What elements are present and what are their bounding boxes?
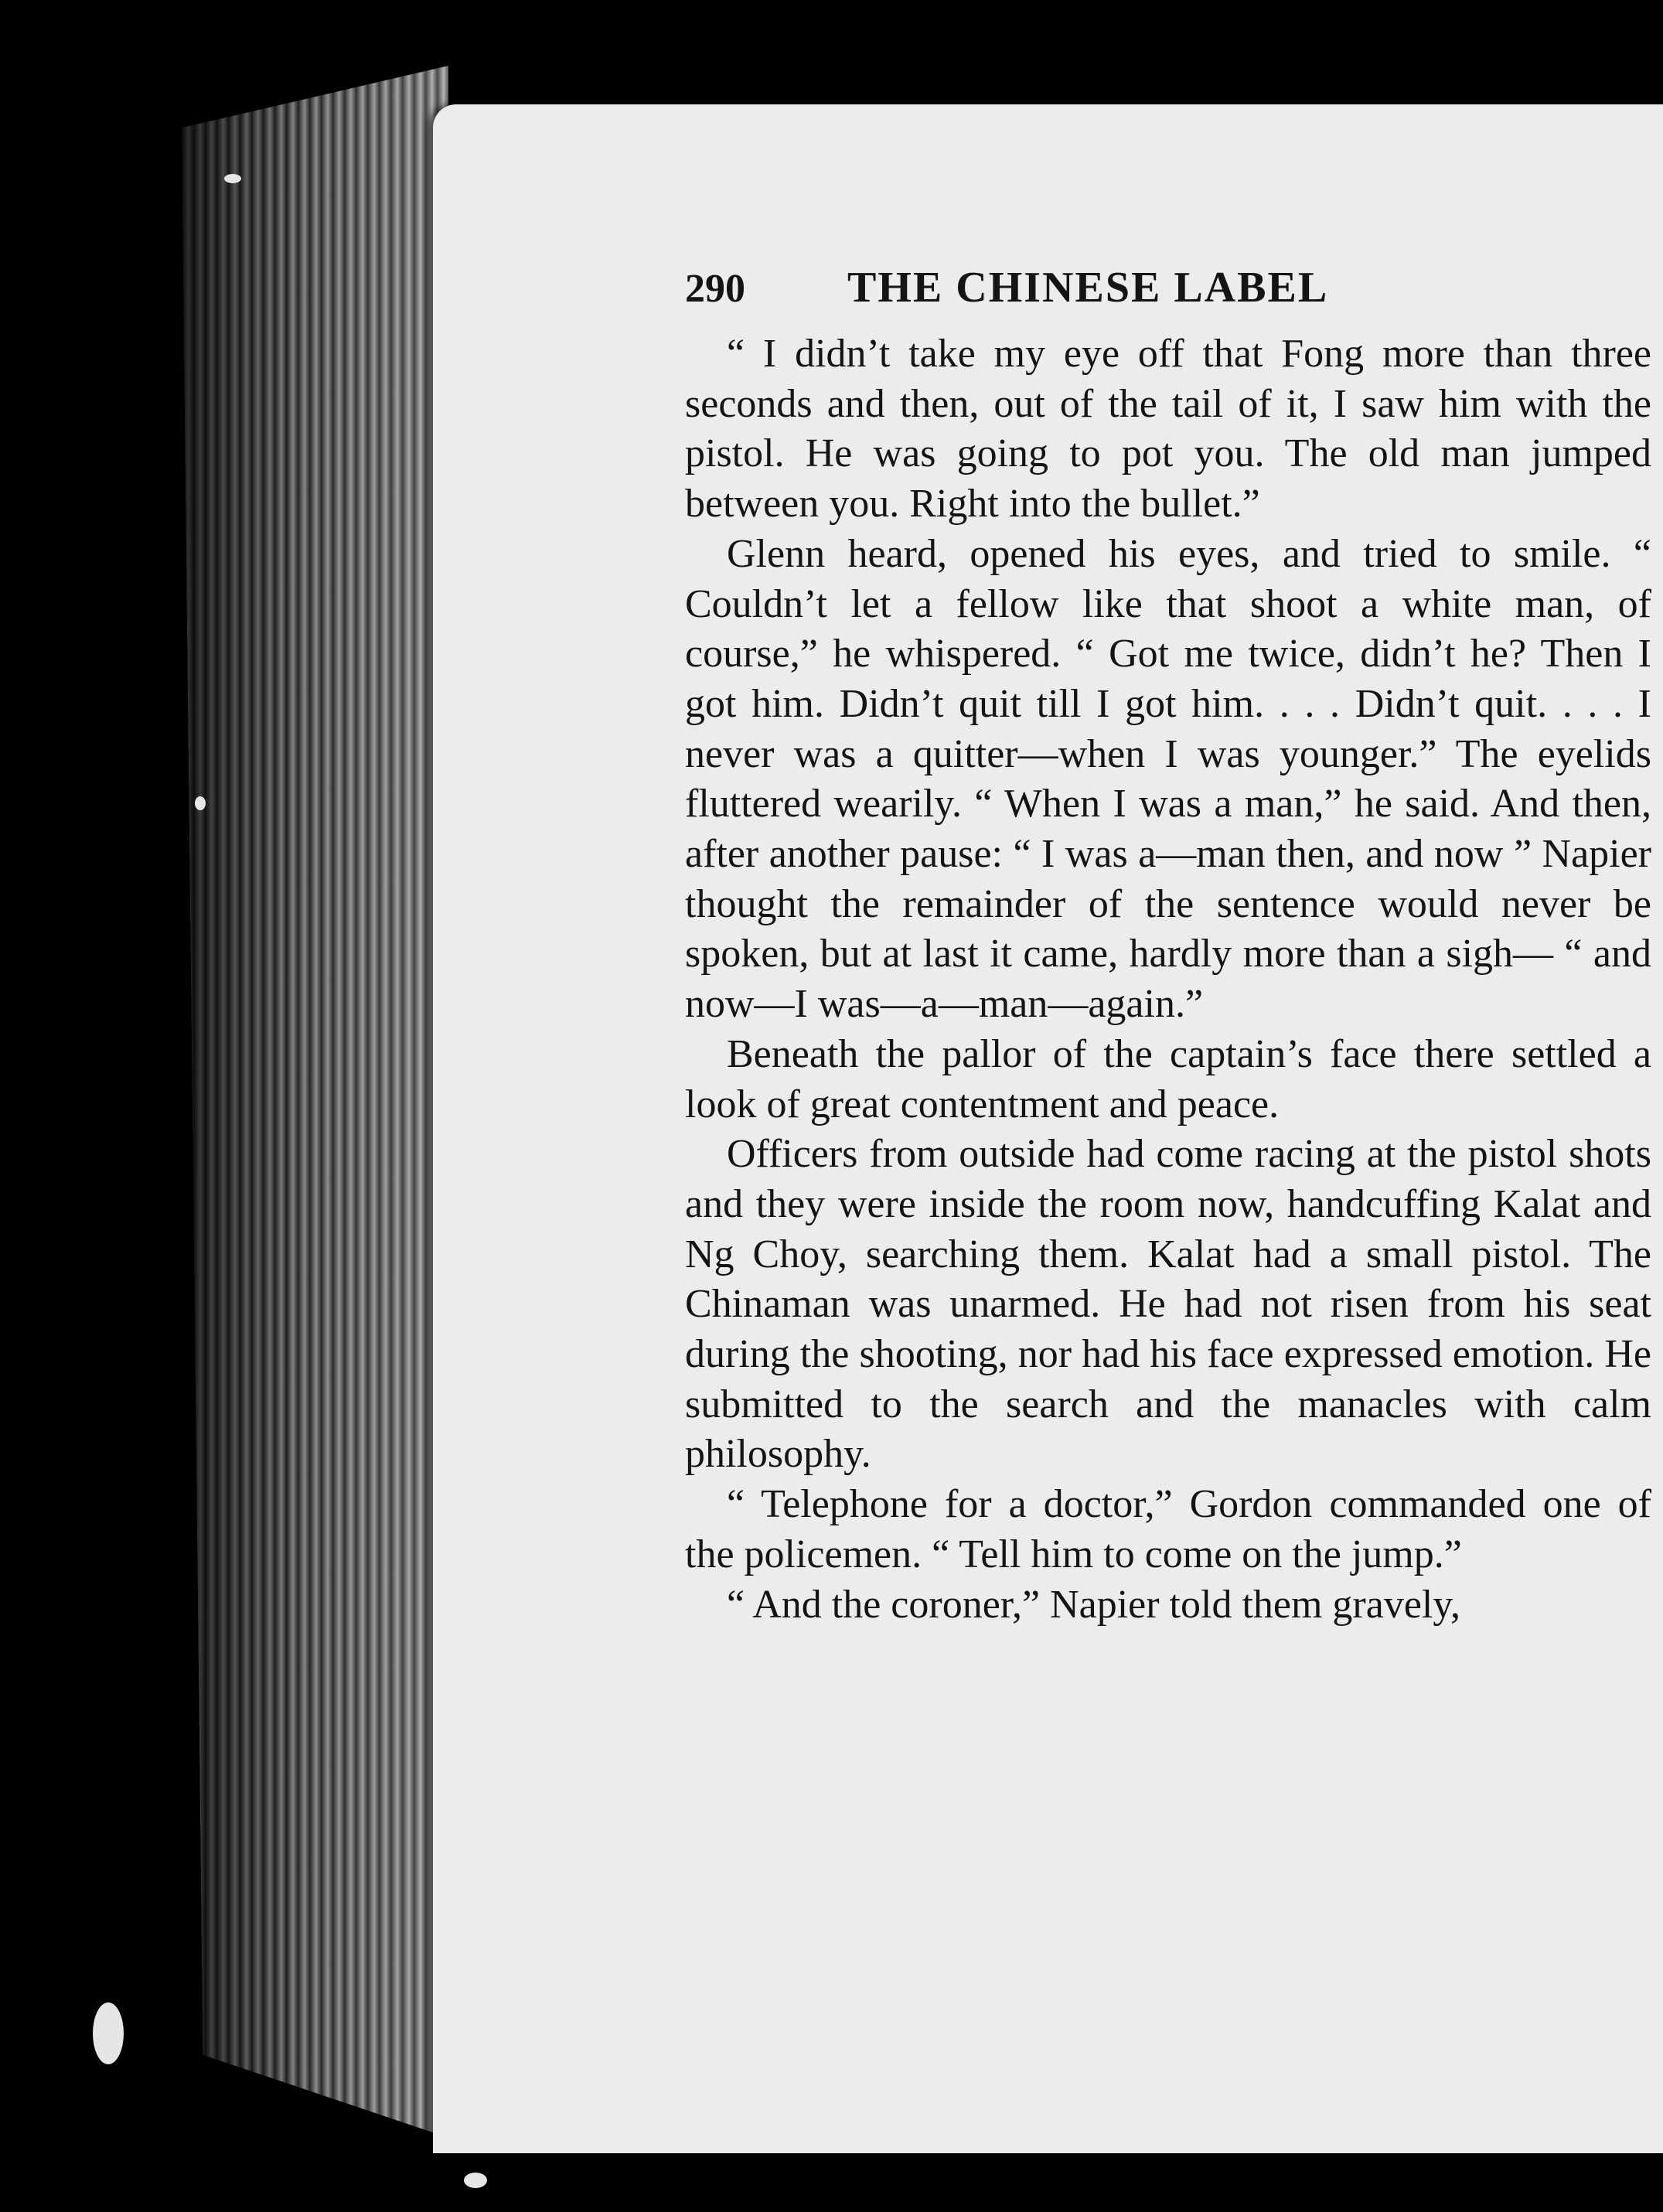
paragraph: “ Telephone for a doctor,” Gordon commanded one of the policemen. “ Tell him to come on the jump.”	[685, 1482, 1651, 1576]
dust-speck	[93, 2002, 124, 2064]
page-number: 290	[685, 267, 745, 311]
dust-speck	[224, 174, 241, 183]
paragraph: Beneath the pallor of the captain’s face there settled a look of great contentment and peace.	[685, 1031, 1651, 1126]
paragraph: “ I didn’t take my eye off that Fong more than three seconds and then, out of the tail of it, I saw him with the pistol. He was going to pot you. The old man jumped between you. Right into the bullet.”	[685, 332, 1651, 527]
dust-speck	[195, 796, 206, 810]
paragraph: Officers from outside had come racing at the pistol shots and they were inside the room now, handcuffing Kalat and Ng Choy, searching them. Kalat had a small pistol. The Chinaman was unarmed. He had not risen from his seat during the shooting, nor had his face expressed emotion. He submitted to the search and the manacles with calm philosophy.	[685, 1132, 1651, 1477]
running-head	[685, 263, 1651, 325]
paragraph: Glenn heard, opened his eyes, and tried to smile. “ Couldn’t let a fellow like that shoot a white man, of course,” he whispered. “ Got me twice, didn’t he? Then I got him. Didn’t quit till I got him. . . . Didn’t quit. . . . I never was a quitter—when I was younger.” The eyelids fluttered wearily. “ When I was a man,” he said. And then, after another pause: “ I was a—man then, and now ” Napier thought the remainder of the sentence would never be spoken, but at last it came, hardly more than a sigh— “ and now—I was—a—man—again.”	[685, 531, 1651, 1027]
page-text-block	[685, 263, 1651, 1630]
paragraph: “ And the coroner,” Napier told them gravely,	[727, 1582, 1460, 1627]
running-title: THE CHINESE LABEL	[847, 264, 1329, 312]
page-edges-shadow	[182, 66, 448, 2138]
dust-speck	[464, 2173, 487, 2188]
